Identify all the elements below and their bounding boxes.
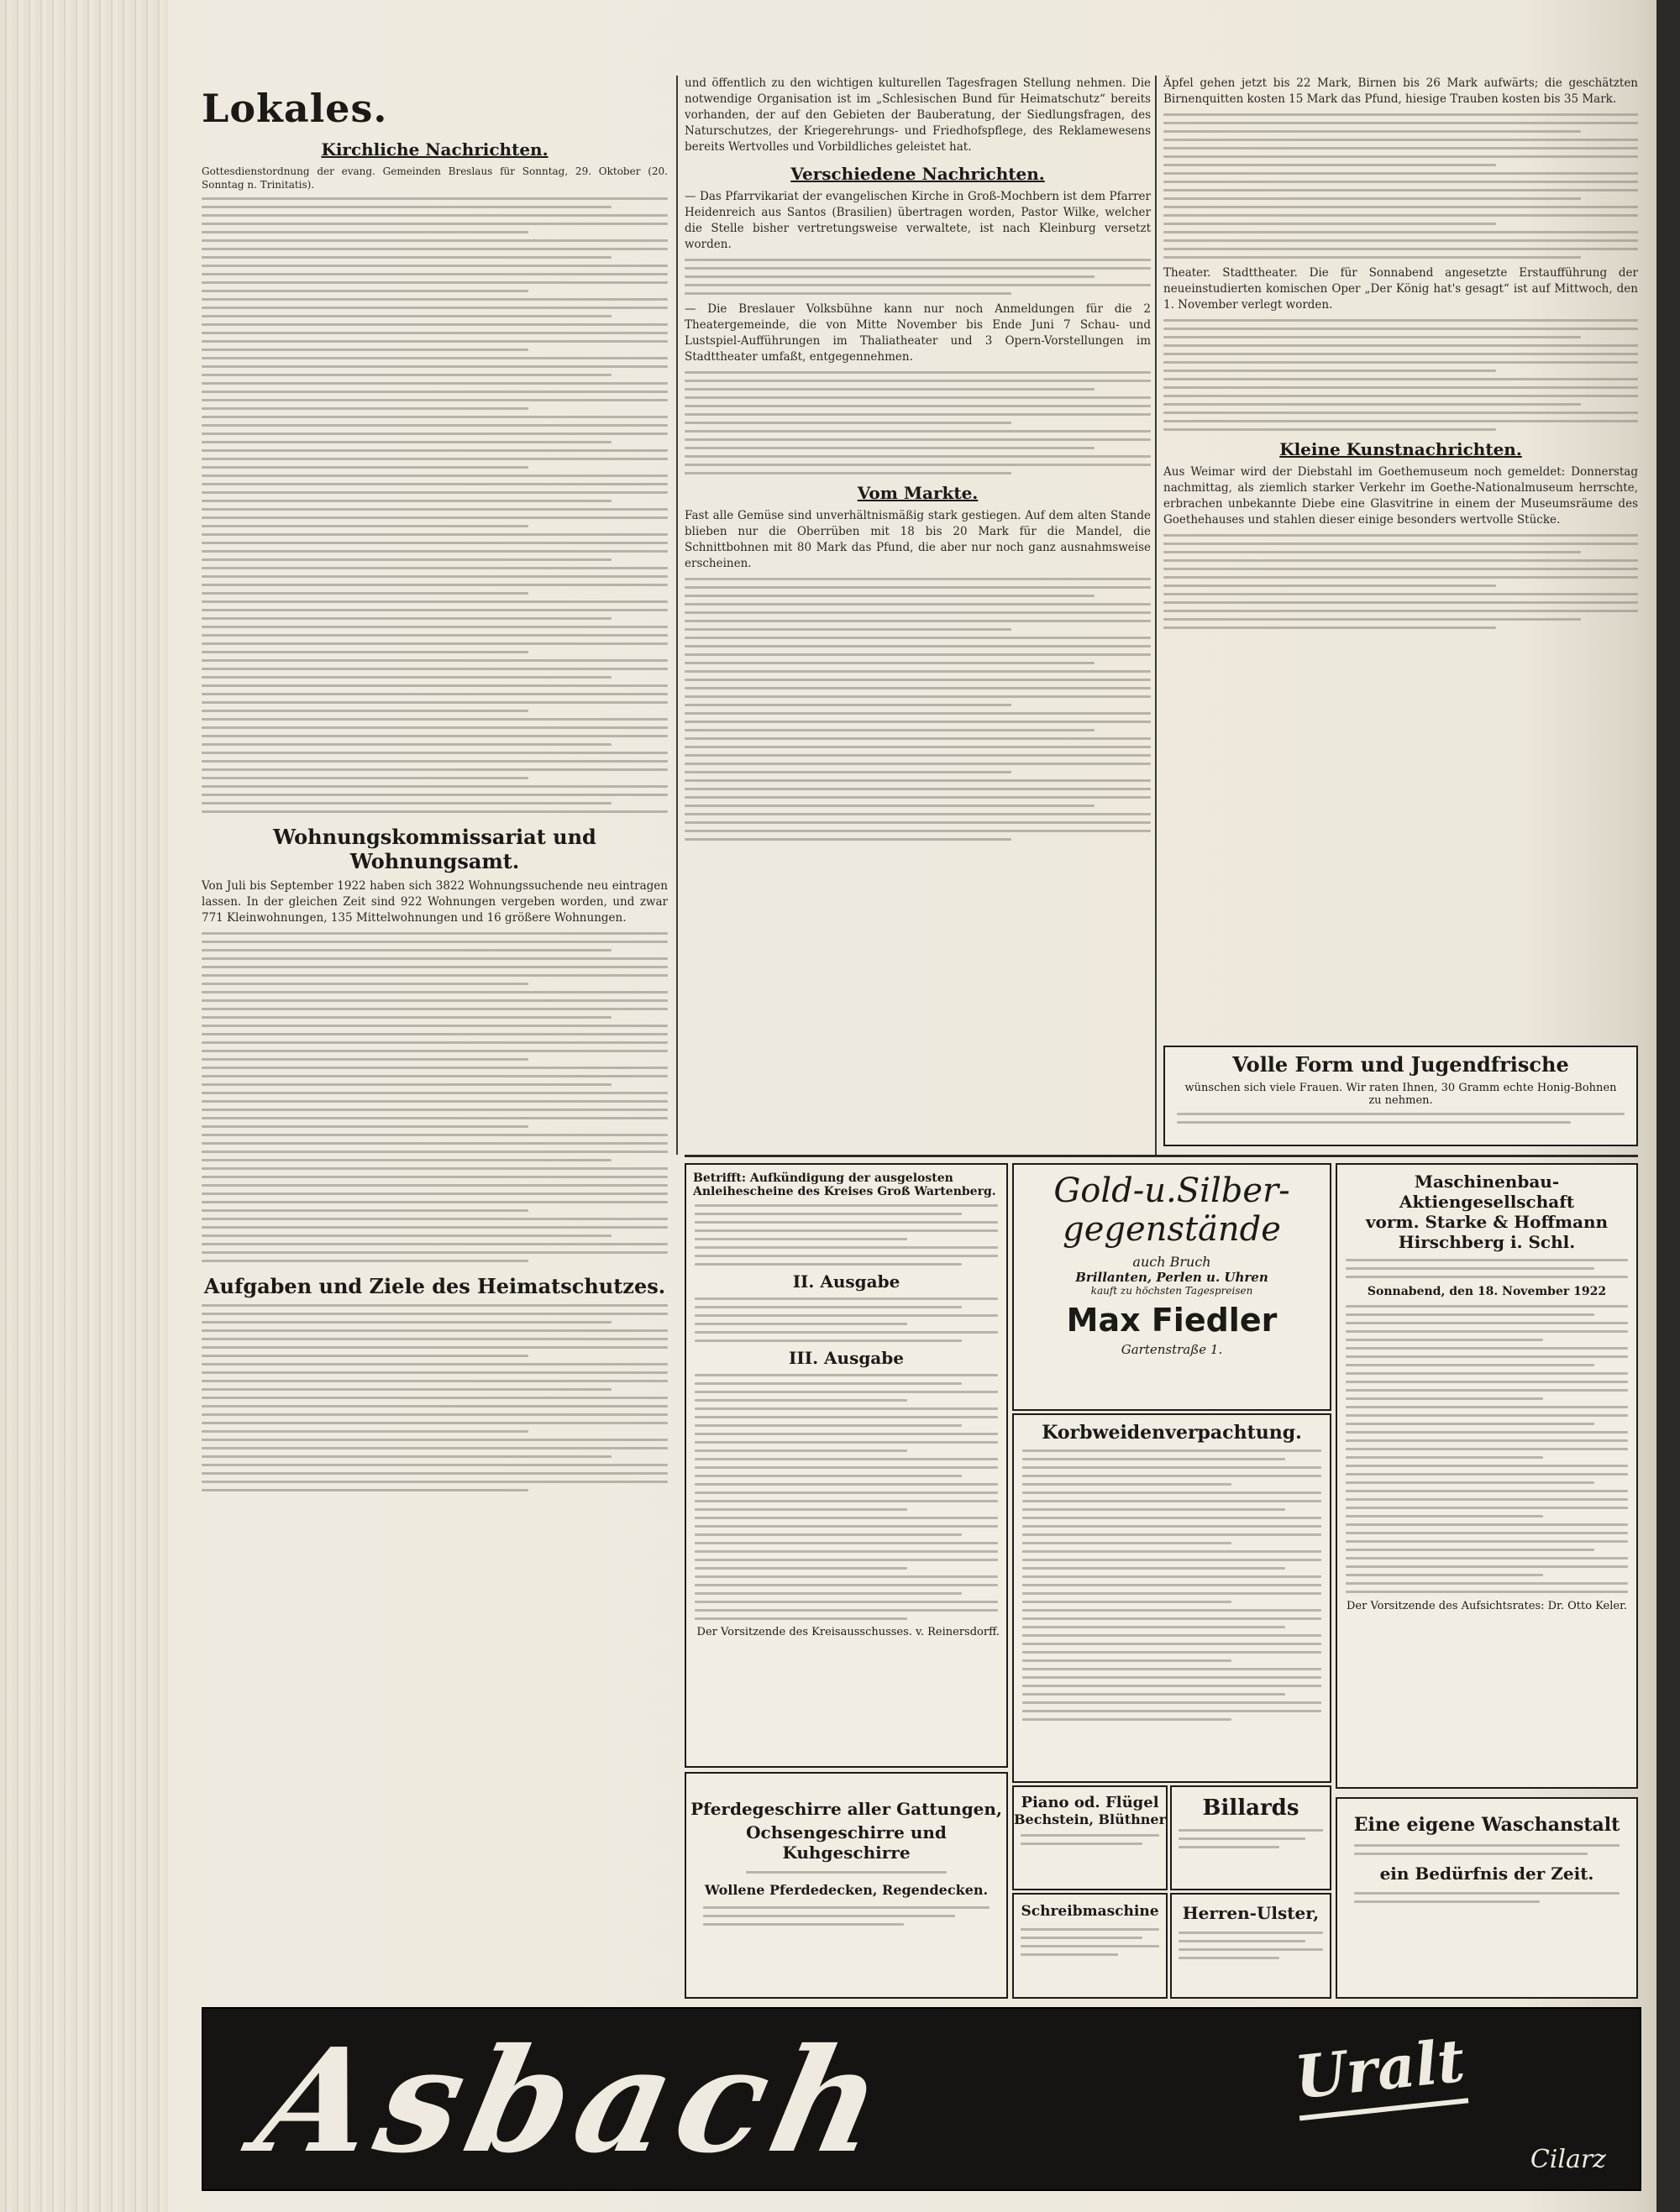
ad-gold-silber: Gold-u.Silber- gegenstände auch Bruch Brillanten, Perlen u. Uhren kauft zu höchsten Tagespreisen Max Fiedler Gartenstraße 1. [1012, 1163, 1331, 1411]
markt-paragraph-1: Fast alle Gemüse sind unverhältnismäßig stark gestiegen. Auf dem alten Stande blieben nur die Oberrüben mit 18 bis 20 Mark für die Mandel, die Schnittbohnen mit 80 Mark das Pfund, die aber nur noch ganz ausnahmsweise erscheinen. [685, 509, 1151, 570]
page-binding-margin [0, 0, 168, 2212]
artist-signature: Cilarz [1530, 2145, 1606, 2174]
column-1 [202, 76, 668, 1498]
ad-waschanstalt: Eine eigene Waschanstalt ein Bedürfnis der Zeit. [1336, 1797, 1638, 1999]
asbach-logo: Asbach [244, 2017, 906, 2185]
theater-text [1163, 319, 1638, 431]
column-rule-1 [676, 76, 678, 1155]
ad-section-rule [685, 1155, 1638, 1157]
heimatschutz-continued: und öffentlich zu den wichtigen kulturellen Tagesfragen Stellung nehmen. Die notwendige Organisation ist im „Schlesischen Bund für Heimatschutz“ bereits vorhanden, der auf den Gebieten der Bauberatung, der Siedlungsfragen, des Naturschutzes, der Kriegerehrungs- und Friedhofspflege, des Reklamewesens bereits Wertvolles und Vorbildliches geleistet hat. [685, 76, 1151, 154]
ad-schreibmaschine: Schreibmaschine [1012, 1893, 1168, 1999]
theater-paragraph: Theater. Stadttheater. Die für Sonnabend angesetzte Erstaufführung der neueinstudierten komischen Oper „Der König hat's gesagt“ ist auf Mittwoch, den 1. November verlegt worden. [1163, 266, 1638, 312]
markt-continued-text [1163, 113, 1638, 259]
versch-text [685, 259, 1151, 295]
ad-korbweiden: Korbweidenverpachtung. [1012, 1413, 1331, 1783]
kirch-intro: Gottesdienstordnung der evang. Gemeinden Breslaus für Sonntag, 29. Oktober (20. Sonntag n. Trinitatis). [202, 165, 668, 191]
heimatschutz-text [202, 1304, 668, 1491]
heading-verschiedene: Verschiedene Nachrichten. [790, 164, 1045, 184]
column-3 [1163, 76, 1638, 636]
section-heading-lokales: Lokales. [202, 86, 388, 131]
heading-markt: Vom Markte. [857, 483, 979, 503]
heading-heimatschutz: Aufgaben und Ziele des Heimatschutzes. [203, 1274, 666, 1298]
ad-pferdegeschirre: Pferdegeschirre aller Gattungen, Ochsengeschirre und Kuhgeschirre Wollene Pferdedecken, Regendecken. [685, 1772, 1008, 1999]
heading-kunstnachrichten: Kleine Kunstnachrichten. [1279, 439, 1522, 459]
page-edge [1656, 0, 1680, 2212]
versch-paragraph-1: — Das Pfarrvikariat der evangelischen Kirche in Groß-Mochbern ist dem Pfarrer Heidenreich aus Santos (Brasilien) übertragen worden, Pastor Wilke, welcher die Stelle bisher vertretungsweise verwaltete, ist nach Kleinburg versetzt worden. [685, 190, 1151, 251]
ad-maschinenbau: Maschinenbau-Aktiengesellschaft vorm. Starke & Hoffmann Hirschberg i. Schl. Sonnabend, den 18. November 1922 Der Vorsitzende des Aufsichtsrates: Dr. Otto Keler. [1336, 1163, 1638, 1789]
kunst-text [1163, 534, 1638, 629]
kunst-paragraph: Aus Weimar wird der Diebstahl im Goethemuseum noch gemeldet: Donnerstag nachmittag, als ziemlich starker Verkehr im Goethe-Nationalmuseum herrschte, erbrachen unbekannte Diebe eine Glasvitrine in einem der Museumsräume des Goethehauses und stahlen dieser einige besonders wertvolle Stücke. [1163, 465, 1638, 527]
uralt-script: Uralt [1292, 2026, 1469, 2121]
asbach-banner-ad [202, 2007, 1641, 2191]
ad-volle-form: Volle Form und Jugendfrische wünschen sich viele Frauen. Wir raten Ihnen, 30 Gramm echte Honig-Bohnen zu nehmen. [1163, 1046, 1638, 1146]
markt-continued: Äpfel gehen jetzt bis 22 Mark, Birnen bis 26 Mark aufwärts; die geschätzten Birnenquitten kosten 15 Mark das Pfund, hiesige Trauben kosten bis 35 Mark. [1163, 76, 1638, 106]
wohnung-paragraph: Von Juli bis September 1922 haben sich 3822 Wohnungssuchende neu eintragen lassen. In der gleichen Zeit sind 922 Wohnungen vergeben worden, und zwar 771 Kleinwohnungen, 135 Mittelwohnungen und 16 größere Wohnungen. [202, 879, 668, 925]
ad-piano: Piano od. Flügel Bechstein, Blüthner [1012, 1785, 1168, 1890]
column-rule-2 [1155, 76, 1157, 1155]
column-2 [685, 76, 1151, 847]
ad-herren-ulster: Herren-Ulster, [1170, 1893, 1331, 1999]
versch-paragraph-2: — Die Breslauer Volksbühne kann nur noch Anmeldungen für die 2 Theatergemeinde, die von Mitte November bis Ende Juni 7 Schau- und Lustspiel-Aufführungen im Thaliatheater und 3 Opern-Vorstellungen im Stadttheater umfaßt, entgegennehmen. [685, 302, 1151, 364]
wohnung-text [202, 932, 668, 1262]
ad-anleihe-wartenberg: Betrifft: Aufkündigung der ausgelosten Anleihescheine des Kreises Groß Wartenberg. II. Ausgabe III. Ausgabe Der Vorsitzende des Kreisausschusses. v. Reinersdorff. [685, 1163, 1008, 1768]
versch-text-2 [685, 371, 1151, 474]
church-schedule-text [202, 197, 668, 813]
heading-wohnungsamt: Wohnungskommissariat und Wohnungsamt. [273, 825, 596, 873]
markt-text [685, 578, 1151, 841]
ad-billards: Billards [1170, 1785, 1331, 1890]
subheading-kirchliche: Kirchliche Nachrichten. [321, 139, 549, 160]
